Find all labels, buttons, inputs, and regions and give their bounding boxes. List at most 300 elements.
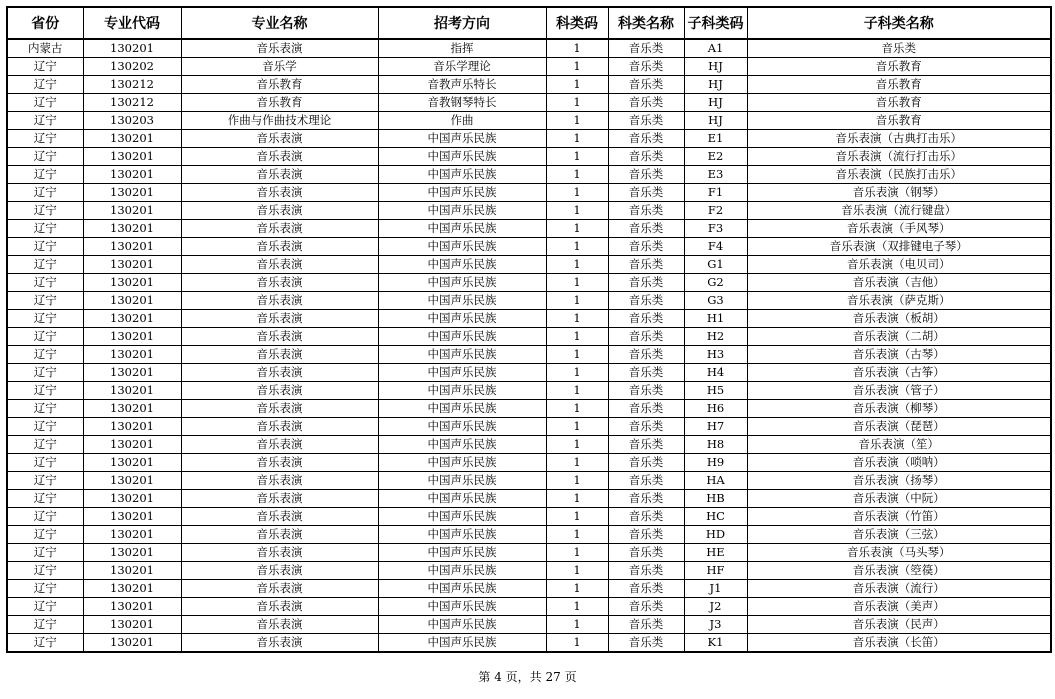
- table-row: [7, 616, 1051, 634]
- category-name-cell: 音乐类: [608, 382, 684, 400]
- category-code-cell: 1: [546, 490, 608, 508]
- subcategory-name-cell: 音乐表演（管子）: [747, 382, 1051, 400]
- subcategory-code-cell: E1: [684, 130, 747, 148]
- major-name-cell: 音乐表演: [181, 454, 378, 472]
- category-name-cell: 音乐类: [608, 76, 684, 94]
- major-code-cell: 130201: [83, 454, 181, 472]
- province-cell: 辽宁: [7, 58, 83, 76]
- category-code-cell: 1: [546, 76, 608, 94]
- major-code-cell: 130201: [83, 598, 181, 616]
- category-code-cell: 1: [546, 418, 608, 436]
- exam-direction-cell: 指挥: [378, 39, 546, 58]
- subcategory-code-cell: H2: [684, 328, 747, 346]
- subcategory-code-cell: HJ: [684, 94, 747, 112]
- major-code-cell: 130212: [83, 94, 181, 112]
- category-name-cell: 音乐类: [608, 238, 684, 256]
- province-cell: 辽宁: [7, 616, 83, 634]
- major-name-cell: 音乐表演: [181, 184, 378, 202]
- province-cell: 辽宁: [7, 418, 83, 436]
- subcategory-code-cell: G1: [684, 256, 747, 274]
- exam-direction-cell: 中国声乐民族: [378, 382, 546, 400]
- table-row: [7, 310, 1051, 328]
- category-code-cell: 1: [546, 148, 608, 166]
- table-row: [7, 220, 1051, 238]
- category-name-cell: 音乐类: [608, 328, 684, 346]
- exam-direction-cell: 作曲: [378, 112, 546, 130]
- major-code-cell: 130201: [83, 39, 181, 58]
- subcategory-name-cell: 音乐表演（唢呐）: [747, 454, 1051, 472]
- table-row: [7, 238, 1051, 256]
- major-name-cell: 音乐表演: [181, 418, 378, 436]
- exam-direction-cell: 音教声乐特长: [378, 76, 546, 94]
- subcategory-code-cell: G3: [684, 292, 747, 310]
- subcategory-name-cell: 音乐教育: [747, 94, 1051, 112]
- subcategory-name-cell: 音乐表演（流行键盘）: [747, 202, 1051, 220]
- subcategory-code-cell: K1: [684, 634, 747, 653]
- major-code-cell: 130201: [83, 616, 181, 634]
- province-cell: 辽宁: [7, 292, 83, 310]
- major-code-cell: 130201: [83, 274, 181, 292]
- exam-direction-cell: 中国声乐民族: [378, 310, 546, 328]
- subcategory-name-cell: 音乐表演（民声）: [747, 616, 1051, 634]
- category-name-cell: 音乐类: [608, 364, 684, 382]
- major-code-cell: 130201: [83, 310, 181, 328]
- major-name-cell: 音乐教育: [181, 94, 378, 112]
- major-name-cell: 音乐教育: [181, 76, 378, 94]
- table-row: [7, 580, 1051, 598]
- category-code-cell: 1: [546, 634, 608, 653]
- category-name-cell: 音乐类: [608, 616, 684, 634]
- subcategory-name-cell: 音乐类: [747, 39, 1051, 58]
- major-name-cell: 音乐表演: [181, 274, 378, 292]
- enrollment-table-container: [6, 6, 1052, 653]
- subcategory-name-cell: 音乐表演（古筝）: [747, 364, 1051, 382]
- major-code-cell: 130201: [83, 436, 181, 454]
- exam-direction-cell: 中国声乐民族: [378, 634, 546, 653]
- major-code-cell: 130212: [83, 76, 181, 94]
- table-row: [7, 490, 1051, 508]
- category-code-cell: 1: [546, 472, 608, 490]
- subcategory-code-cell: HJ: [684, 76, 747, 94]
- subcategory-code-cell: E2: [684, 148, 747, 166]
- subcategory-name-cell: 音乐教育: [747, 112, 1051, 130]
- province-cell: 辽宁: [7, 238, 83, 256]
- table-row: [7, 634, 1051, 653]
- table-row: [7, 130, 1051, 148]
- subcategory-code-cell: F1: [684, 184, 747, 202]
- subcategory-code-cell: F4: [684, 238, 747, 256]
- major-code-cell: 130201: [83, 382, 181, 400]
- major-code-cell: 130201: [83, 166, 181, 184]
- exam-direction-cell: 中国声乐民族: [378, 364, 546, 382]
- category-code-cell: 1: [546, 364, 608, 382]
- table-row: [7, 562, 1051, 580]
- category-name-cell: 音乐类: [608, 400, 684, 418]
- subcategory-code-cell: HE: [684, 544, 747, 562]
- category-code-cell: 1: [546, 256, 608, 274]
- subcategory-name-cell: 音乐表演（双排键电子琴）: [747, 238, 1051, 256]
- province-cell: 辽宁: [7, 436, 83, 454]
- major-code-cell: 130203: [83, 112, 181, 130]
- major-name-cell: 音乐表演: [181, 544, 378, 562]
- category-code-cell: 1: [546, 508, 608, 526]
- major-name-cell: 音乐表演: [181, 328, 378, 346]
- major-code-cell: 130201: [83, 508, 181, 526]
- subcategory-name-cell: 音乐表演（板胡）: [747, 310, 1051, 328]
- major-name-cell: 音乐表演: [181, 346, 378, 364]
- major-name-cell: 音乐学: [181, 58, 378, 76]
- category-code-cell: 1: [546, 310, 608, 328]
- major-name-cell: 音乐表演: [181, 130, 378, 148]
- table-row: [7, 382, 1051, 400]
- province-cell: 辽宁: [7, 310, 83, 328]
- table-body: [7, 39, 1051, 652]
- category-code-cell: 1: [546, 238, 608, 256]
- subcategory-name-cell: 音乐表演（二胡）: [747, 328, 1051, 346]
- category-name-cell: 音乐类: [608, 220, 684, 238]
- table-row: [7, 508, 1051, 526]
- table-row: [7, 112, 1051, 130]
- province-cell: 辽宁: [7, 382, 83, 400]
- major-name-cell: 音乐表演: [181, 382, 378, 400]
- category-name-cell: 音乐类: [608, 256, 684, 274]
- exam-direction-cell: 中国声乐民族: [378, 166, 546, 184]
- table-row: [7, 184, 1051, 202]
- major-code-cell: 130201: [83, 238, 181, 256]
- province-cell: 辽宁: [7, 454, 83, 472]
- category-code-cell: 1: [546, 292, 608, 310]
- major-code-cell: 130201: [83, 580, 181, 598]
- major-code-cell: 130201: [83, 130, 181, 148]
- major-name-cell: 音乐表演: [181, 39, 378, 58]
- major-code-cell: 130201: [83, 220, 181, 238]
- header-subcategory-code: 子科类码: [684, 7, 747, 39]
- subcategory-name-cell: 音乐表演（柳琴）: [747, 400, 1051, 418]
- subcategory-name-cell: 音乐表演（流行打击乐）: [747, 148, 1051, 166]
- subcategory-name-cell: 音乐表演（三弦）: [747, 526, 1051, 544]
- subcategory-code-cell: H1: [684, 310, 747, 328]
- province-cell: 辽宁: [7, 472, 83, 490]
- table-row: [7, 292, 1051, 310]
- major-name-cell: 音乐表演: [181, 562, 378, 580]
- category-name-cell: 音乐类: [608, 292, 684, 310]
- exam-direction-cell: 中国声乐民族: [378, 256, 546, 274]
- major-code-cell: 130201: [83, 202, 181, 220]
- category-code-cell: 1: [546, 598, 608, 616]
- table-row: [7, 58, 1051, 76]
- major-name-cell: 音乐表演: [181, 364, 378, 382]
- category-name-cell: 音乐类: [608, 202, 684, 220]
- table-row: [7, 544, 1051, 562]
- exam-direction-cell: 中国声乐民族: [378, 220, 546, 238]
- subcategory-name-cell: 音乐教育: [747, 76, 1051, 94]
- category-name-cell: 音乐类: [608, 526, 684, 544]
- subcategory-code-cell: J3: [684, 616, 747, 634]
- category-name-cell: 音乐类: [608, 130, 684, 148]
- table-row: [7, 148, 1051, 166]
- subcategory-code-cell: H3: [684, 346, 747, 364]
- major-code-cell: 130201: [83, 544, 181, 562]
- table-row: [7, 418, 1051, 436]
- table-row: [7, 526, 1051, 544]
- subcategory-name-cell: 音乐表演（中阮）: [747, 490, 1051, 508]
- province-cell: 辽宁: [7, 490, 83, 508]
- table-row: [7, 202, 1051, 220]
- exam-direction-cell: 中国声乐民族: [378, 580, 546, 598]
- category-code-cell: 1: [546, 580, 608, 598]
- major-code-cell: 130201: [83, 328, 181, 346]
- category-name-cell: 音乐类: [608, 562, 684, 580]
- category-code-cell: 1: [546, 382, 608, 400]
- subcategory-code-cell: HB: [684, 490, 747, 508]
- exam-direction-cell: 音教钢琴特长: [378, 94, 546, 112]
- category-name-cell: 音乐类: [608, 490, 684, 508]
- province-cell: 辽宁: [7, 346, 83, 364]
- category-code-cell: 1: [546, 346, 608, 364]
- subcategory-name-cell: 音乐表演（美声）: [747, 598, 1051, 616]
- subcategory-name-cell: 音乐表演（古典打击乐）: [747, 130, 1051, 148]
- category-name-cell: 音乐类: [608, 112, 684, 130]
- major-code-cell: 130201: [83, 184, 181, 202]
- province-cell: 辽宁: [7, 364, 83, 382]
- province-cell: 辽宁: [7, 130, 83, 148]
- province-cell: 辽宁: [7, 274, 83, 292]
- category-code-cell: 1: [546, 112, 608, 130]
- category-code-cell: 1: [546, 166, 608, 184]
- subcategory-code-cell: H8: [684, 436, 747, 454]
- subcategory-code-cell: HC: [684, 508, 747, 526]
- exam-direction-cell: 中国声乐民族: [378, 436, 546, 454]
- category-name-cell: 音乐类: [608, 580, 684, 598]
- category-name-cell: 音乐类: [608, 184, 684, 202]
- subcategory-name-cell: 音乐表演（竹笛）: [747, 508, 1051, 526]
- category-code-cell: 1: [546, 220, 608, 238]
- category-code-cell: 1: [546, 562, 608, 580]
- major-name-cell: 音乐表演: [181, 292, 378, 310]
- province-cell: 辽宁: [7, 598, 83, 616]
- major-code-cell: 130202: [83, 58, 181, 76]
- header-subcategory-name: 子科类名称: [747, 7, 1051, 39]
- subcategory-code-cell: H5: [684, 382, 747, 400]
- category-name-cell: 音乐类: [608, 598, 684, 616]
- table-row: [7, 274, 1051, 292]
- major-name-cell: 音乐表演: [181, 310, 378, 328]
- major-name-cell: 音乐表演: [181, 472, 378, 490]
- major-name-cell: 音乐表演: [181, 580, 378, 598]
- category-code-cell: 1: [546, 616, 608, 634]
- header-major-code: 专业代码: [83, 7, 181, 39]
- category-code-cell: 1: [546, 202, 608, 220]
- enrollment-table: [6, 6, 1052, 653]
- major-code-cell: 130201: [83, 292, 181, 310]
- major-name-cell: 音乐表演: [181, 526, 378, 544]
- exam-direction-cell: 中国声乐民族: [378, 238, 546, 256]
- province-cell: 辽宁: [7, 112, 83, 130]
- category-name-cell: 音乐类: [608, 436, 684, 454]
- major-name-cell: 音乐表演: [181, 166, 378, 184]
- province-cell: 辽宁: [7, 544, 83, 562]
- subcategory-name-cell: 音乐表演（电贝司）: [747, 256, 1051, 274]
- category-name-cell: 音乐类: [608, 166, 684, 184]
- province-cell: 辽宁: [7, 508, 83, 526]
- major-code-cell: 130201: [83, 256, 181, 274]
- exam-direction-cell: 中国声乐民族: [378, 598, 546, 616]
- table-row: [7, 256, 1051, 274]
- header-province: 省份: [7, 7, 83, 39]
- category-name-cell: 音乐类: [608, 274, 684, 292]
- exam-direction-cell: 中国声乐民族: [378, 616, 546, 634]
- subcategory-code-cell: J1: [684, 580, 747, 598]
- exam-direction-cell: 中国声乐民族: [378, 562, 546, 580]
- table-row: [7, 400, 1051, 418]
- exam-direction-cell: 中国声乐民族: [378, 130, 546, 148]
- exam-direction-cell: 中国声乐民族: [378, 544, 546, 562]
- exam-direction-cell: 中国声乐民族: [378, 490, 546, 508]
- exam-direction-cell: 中国声乐民族: [378, 526, 546, 544]
- subcategory-code-cell: HJ: [684, 112, 747, 130]
- subcategory-code-cell: HA: [684, 472, 747, 490]
- subcategory-code-cell: HJ: [684, 58, 747, 76]
- subcategory-code-cell: H6: [684, 400, 747, 418]
- subcategory-code-cell: H7: [684, 418, 747, 436]
- subcategory-name-cell: 音乐表演（萨克斯）: [747, 292, 1051, 310]
- category-code-cell: 1: [546, 184, 608, 202]
- subcategory-name-cell: 音乐表演（钢琴）: [747, 184, 1051, 202]
- category-code-cell: 1: [546, 526, 608, 544]
- major-name-cell: 音乐表演: [181, 148, 378, 166]
- exam-direction-cell: 中国声乐民族: [378, 508, 546, 526]
- major-name-cell: 音乐表演: [181, 220, 378, 238]
- major-code-cell: 130201: [83, 364, 181, 382]
- header-exam-direction: 招考方向: [378, 7, 546, 39]
- table-header-row: [7, 7, 1051, 39]
- subcategory-code-cell: F3: [684, 220, 747, 238]
- exam-direction-cell: 中国声乐民族: [378, 202, 546, 220]
- exam-direction-cell: 中国声乐民族: [378, 328, 546, 346]
- subcategory-name-cell: 音乐表演（笙）: [747, 436, 1051, 454]
- subcategory-code-cell: A1: [684, 39, 747, 58]
- major-name-cell: 音乐表演: [181, 598, 378, 616]
- subcategory-code-cell: HF: [684, 562, 747, 580]
- subcategory-name-cell: 音乐表演（琵琶）: [747, 418, 1051, 436]
- exam-direction-cell: 中国声乐民族: [378, 292, 546, 310]
- subcategory-code-cell: H9: [684, 454, 747, 472]
- table-row: [7, 94, 1051, 112]
- category-code-cell: 1: [546, 400, 608, 418]
- major-name-cell: 作曲与作曲技术理论: [181, 112, 378, 130]
- category-name-cell: 音乐类: [608, 310, 684, 328]
- province-cell: 辽宁: [7, 634, 83, 653]
- major-code-cell: 130201: [83, 526, 181, 544]
- category-code-cell: 1: [546, 436, 608, 454]
- subcategory-code-cell: E3: [684, 166, 747, 184]
- subcategory-name-cell: 音乐表演（民族打击乐）: [747, 166, 1051, 184]
- province-cell: 辽宁: [7, 580, 83, 598]
- province-cell: 辽宁: [7, 328, 83, 346]
- major-name-cell: 音乐表演: [181, 238, 378, 256]
- exam-direction-cell: 中国声乐民族: [378, 148, 546, 166]
- subcategory-code-cell: F2: [684, 202, 747, 220]
- category-name-cell: 音乐类: [608, 94, 684, 112]
- major-name-cell: 音乐表演: [181, 400, 378, 418]
- province-cell: 辽宁: [7, 184, 83, 202]
- subcategory-name-cell: 音乐教育: [747, 58, 1051, 76]
- major-code-cell: 130201: [83, 634, 181, 653]
- header-major-name: 专业名称: [181, 7, 378, 39]
- table-row: [7, 436, 1051, 454]
- major-name-cell: 音乐表演: [181, 490, 378, 508]
- province-cell: 辽宁: [7, 94, 83, 112]
- major-name-cell: 音乐表演: [181, 436, 378, 454]
- subcategory-code-cell: H4: [684, 364, 747, 382]
- province-cell: 辽宁: [7, 562, 83, 580]
- category-code-cell: 1: [546, 94, 608, 112]
- province-cell: 辽宁: [7, 400, 83, 418]
- province-cell: 辽宁: [7, 166, 83, 184]
- exam-direction-cell: 中国声乐民族: [378, 454, 546, 472]
- subcategory-name-cell: 音乐表演（手风琴）: [747, 220, 1051, 238]
- major-code-cell: 130201: [83, 418, 181, 436]
- major-name-cell: 音乐表演: [181, 202, 378, 220]
- subcategory-code-cell: HD: [684, 526, 747, 544]
- category-name-cell: 音乐类: [608, 454, 684, 472]
- major-name-cell: 音乐表演: [181, 616, 378, 634]
- major-code-cell: 130201: [83, 148, 181, 166]
- province-cell: 内蒙古: [7, 39, 83, 58]
- category-code-cell: 1: [546, 454, 608, 472]
- major-code-cell: 130201: [83, 400, 181, 418]
- table-row: [7, 346, 1051, 364]
- category-name-cell: 音乐类: [608, 544, 684, 562]
- table-row: [7, 598, 1051, 616]
- major-name-cell: 音乐表演: [181, 256, 378, 274]
- exam-direction-cell: 中国声乐民族: [378, 346, 546, 364]
- category-name-cell: 音乐类: [608, 418, 684, 436]
- province-cell: 辽宁: [7, 148, 83, 166]
- exam-direction-cell: 中国声乐民族: [378, 184, 546, 202]
- major-code-cell: 130201: [83, 472, 181, 490]
- category-code-cell: 1: [546, 328, 608, 346]
- subcategory-code-cell: G2: [684, 274, 747, 292]
- category-name-cell: 音乐类: [608, 346, 684, 364]
- province-cell: 辽宁: [7, 202, 83, 220]
- page-footer: 第 4 页，共 27 页: [478, 670, 577, 684]
- exam-direction-cell: 中国声乐民族: [378, 472, 546, 490]
- province-cell: 辽宁: [7, 256, 83, 274]
- subcategory-name-cell: 音乐表演（吉他）: [747, 274, 1051, 292]
- subcategory-code-cell: J2: [684, 598, 747, 616]
- header-category-name: 科类名称: [608, 7, 684, 39]
- province-cell: 辽宁: [7, 76, 83, 94]
- major-code-cell: 130201: [83, 490, 181, 508]
- subcategory-name-cell: 音乐表演（长笛）: [747, 634, 1051, 653]
- subcategory-name-cell: 音乐表演（马头琴）: [747, 544, 1051, 562]
- table-row: [7, 472, 1051, 490]
- major-name-cell: 音乐表演: [181, 508, 378, 526]
- category-code-cell: 1: [546, 58, 608, 76]
- category-code-cell: 1: [546, 130, 608, 148]
- table-row: [7, 76, 1051, 94]
- category-name-cell: 音乐类: [608, 634, 684, 653]
- category-name-cell: 音乐类: [608, 58, 684, 76]
- category-code-cell: 1: [546, 544, 608, 562]
- category-code-cell: 1: [546, 39, 608, 58]
- table-row: [7, 328, 1051, 346]
- subcategory-name-cell: 音乐表演（箜篌）: [747, 562, 1051, 580]
- subcategory-name-cell: 音乐表演（流行）: [747, 580, 1051, 598]
- table-row: [7, 364, 1051, 382]
- table-row: [7, 39, 1051, 58]
